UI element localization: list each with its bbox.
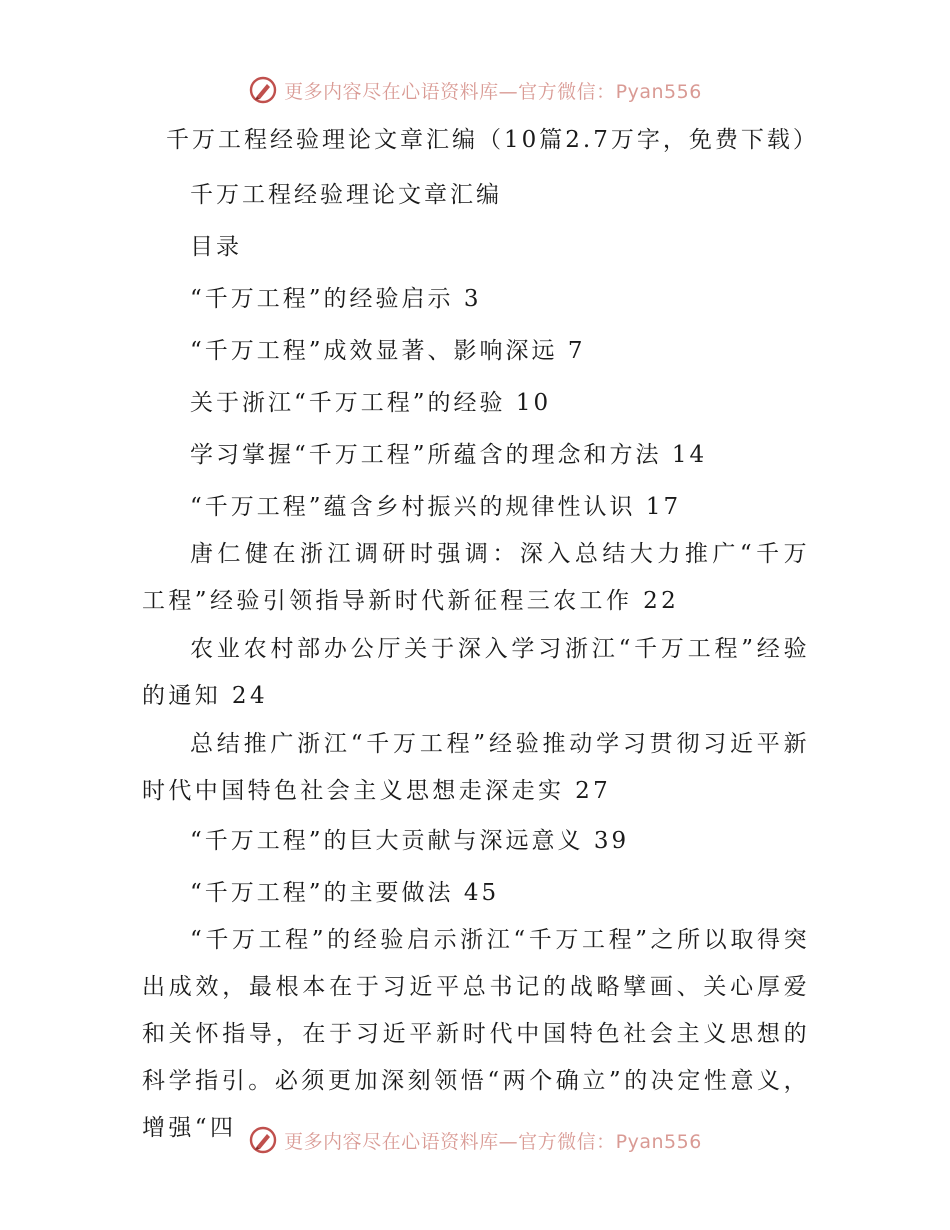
toc-item: “千万工程”的经验启示 3 bbox=[190, 286, 482, 312]
toc-item: 农业农村部办公厅关于深入学习浙江“千万工程”经验的通知 24 bbox=[142, 636, 810, 709]
toc-item: “千万工程”的巨大贡献与深远意义 39 bbox=[190, 828, 630, 854]
toc-item: “千万工程”蕴含乡村振兴的规律性认识 17 bbox=[190, 494, 682, 520]
toc-item: “千万工程”的主要做法 45 bbox=[190, 880, 500, 906]
body-paragraph: “千万工程”的经验启示浙江“千万工程”之所以取得突出成效，最根本在于习近平总书记的战略擘画、关心厚爱和关怀指导，在于习近平新时代中国特色社会主义思想的科学指引。必须更加深刻领悟“两个确立”的决定性意义，增强“四 bbox=[142, 927, 810, 1141]
toc-item: 学习掌握“千万工程”所蕴含的理念和方法 14 bbox=[190, 442, 708, 468]
pen-logo-icon bbox=[248, 1125, 278, 1155]
pen-logo-icon bbox=[248, 75, 278, 105]
toc-item: 唐仁健在浙江调研时强调：深入总结大力推广“千万工程”经验引领指导新时代新征程三农工作 22 bbox=[142, 541, 810, 614]
footer-watermark bbox=[0, 1120, 950, 1160]
document-title: 千万工程经验理论文章汇编（10篇2.7万字，免费下载） bbox=[166, 127, 819, 153]
toc-item: 关于浙江“千万工程”的经验 10 bbox=[190, 390, 552, 416]
toc-heading: 目录 bbox=[190, 234, 242, 260]
header-watermark bbox=[0, 70, 950, 110]
document-subtitle: 千万工程经验理论文章汇编 bbox=[190, 182, 502, 208]
toc-item: “千万工程”成效显著、影响深远 7 bbox=[190, 338, 586, 364]
watermark-text: 更多内容尽在心语资料库—官方微信：Pyan556 bbox=[284, 80, 702, 103]
toc-item: 总结推广浙江“千万工程”经验推动学习贯彻习近平新时代中国特色社会主义思想走深走实 27 bbox=[142, 731, 810, 804]
watermark-text: 更多内容尽在心语资料库—官方微信：Pyan556 bbox=[284, 1130, 702, 1153]
